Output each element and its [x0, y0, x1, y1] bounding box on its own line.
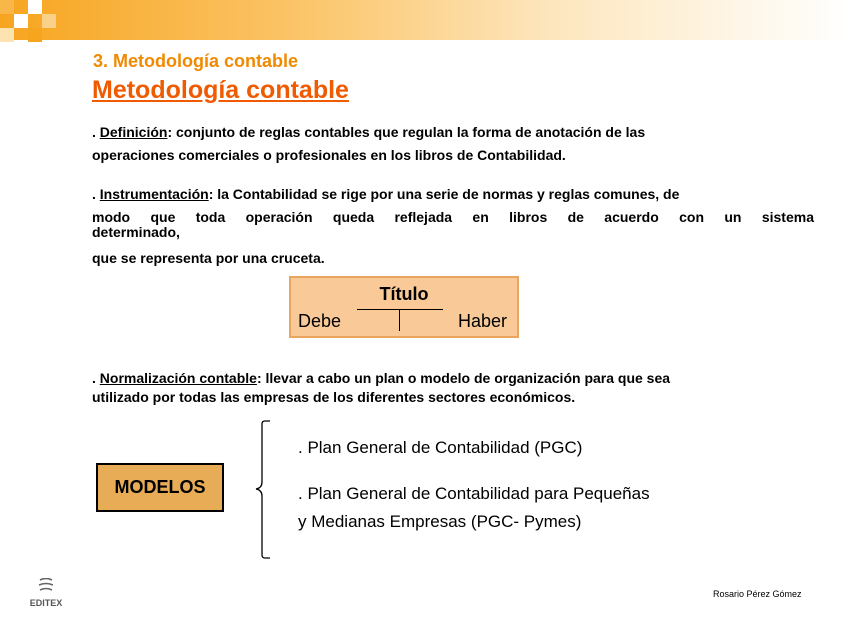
t-account-horizontal-line [357, 309, 443, 310]
bullet-prefix: . [92, 186, 100, 202]
decor-square [0, 0, 14, 14]
definition-term: Definición [99, 124, 168, 140]
normalization-text: : llevar a cabo un plan o modelo de organización para que sea [256, 370, 671, 386]
curly-brace-icon [252, 420, 276, 560]
instrumentation-term: Instrumentación [99, 186, 209, 202]
bullet-prefix: . [92, 124, 100, 140]
editex-logo-icon [36, 578, 56, 592]
models-box [96, 463, 224, 512]
t-account-debit: Debe [298, 311, 342, 331]
normalization-term: Normalización contable [99, 370, 257, 386]
instrumentation-text: : la Contabilidad se rige por una serie de normas y reglas comunes, de [208, 186, 680, 202]
model-item-pgc-pymes-line-1: . Plan General de Contabilidad para Pequeñas [298, 484, 650, 503]
model-item-pgc: . Plan General de Contabilidad (PGC) [298, 438, 583, 457]
definition-paragraph [92, 121, 814, 167]
t-account-credit: Haber [457, 311, 507, 331]
editex-logo-text: EDITEX [29, 598, 63, 608]
bullet-prefix: . [92, 370, 100, 386]
decor-square [28, 0, 42, 14]
decor-square [28, 28, 42, 42]
model-item-pgc-pymes [298, 480, 650, 536]
page-title: Metodología contable [92, 76, 349, 104]
instrumentation-paragraph [92, 183, 814, 270]
t-account-vertical-line [399, 309, 400, 331]
editex-logo [24, 578, 68, 608]
normalization-line-2: utilizado por todas las empresas de los diferentes sectores económicos. [92, 389, 576, 405]
model-item-pgc-pymes-line-2: y Medianas Empresas (PGC- Pymes) [298, 512, 582, 531]
definition-line-2: operaciones comerciales o profesionales en los libros de Contabilidad. [92, 147, 566, 163]
section-title: 3. Metodología contable [93, 51, 299, 71]
definition-text: : conjunto de reglas contables que regulan la forma de anotación de las [167, 124, 646, 140]
definition-line-1 [92, 121, 814, 144]
author-credit: Rosario Pérez Gómez [713, 589, 802, 599]
t-account-title: Título [379, 284, 429, 304]
models-label: MODELOS [114, 477, 206, 497]
instrumentation-line-1 [92, 183, 814, 206]
normalization-line-1 [92, 369, 814, 388]
instrumentation-line-3: determinado, [92, 224, 180, 240]
instrumentation-line-4: que se representa por una cruceta. [92, 250, 325, 266]
decor-square [0, 28, 14, 42]
decor-square [42, 14, 56, 28]
t-account-box [289, 276, 519, 338]
normalization-paragraph [92, 369, 814, 407]
instrumentation-line-2: modo que toda operación queda reflejada en libros de acuerdo con un sistema [92, 209, 814, 225]
header-gradient-bar [0, 0, 848, 40]
decor-square [14, 14, 28, 28]
